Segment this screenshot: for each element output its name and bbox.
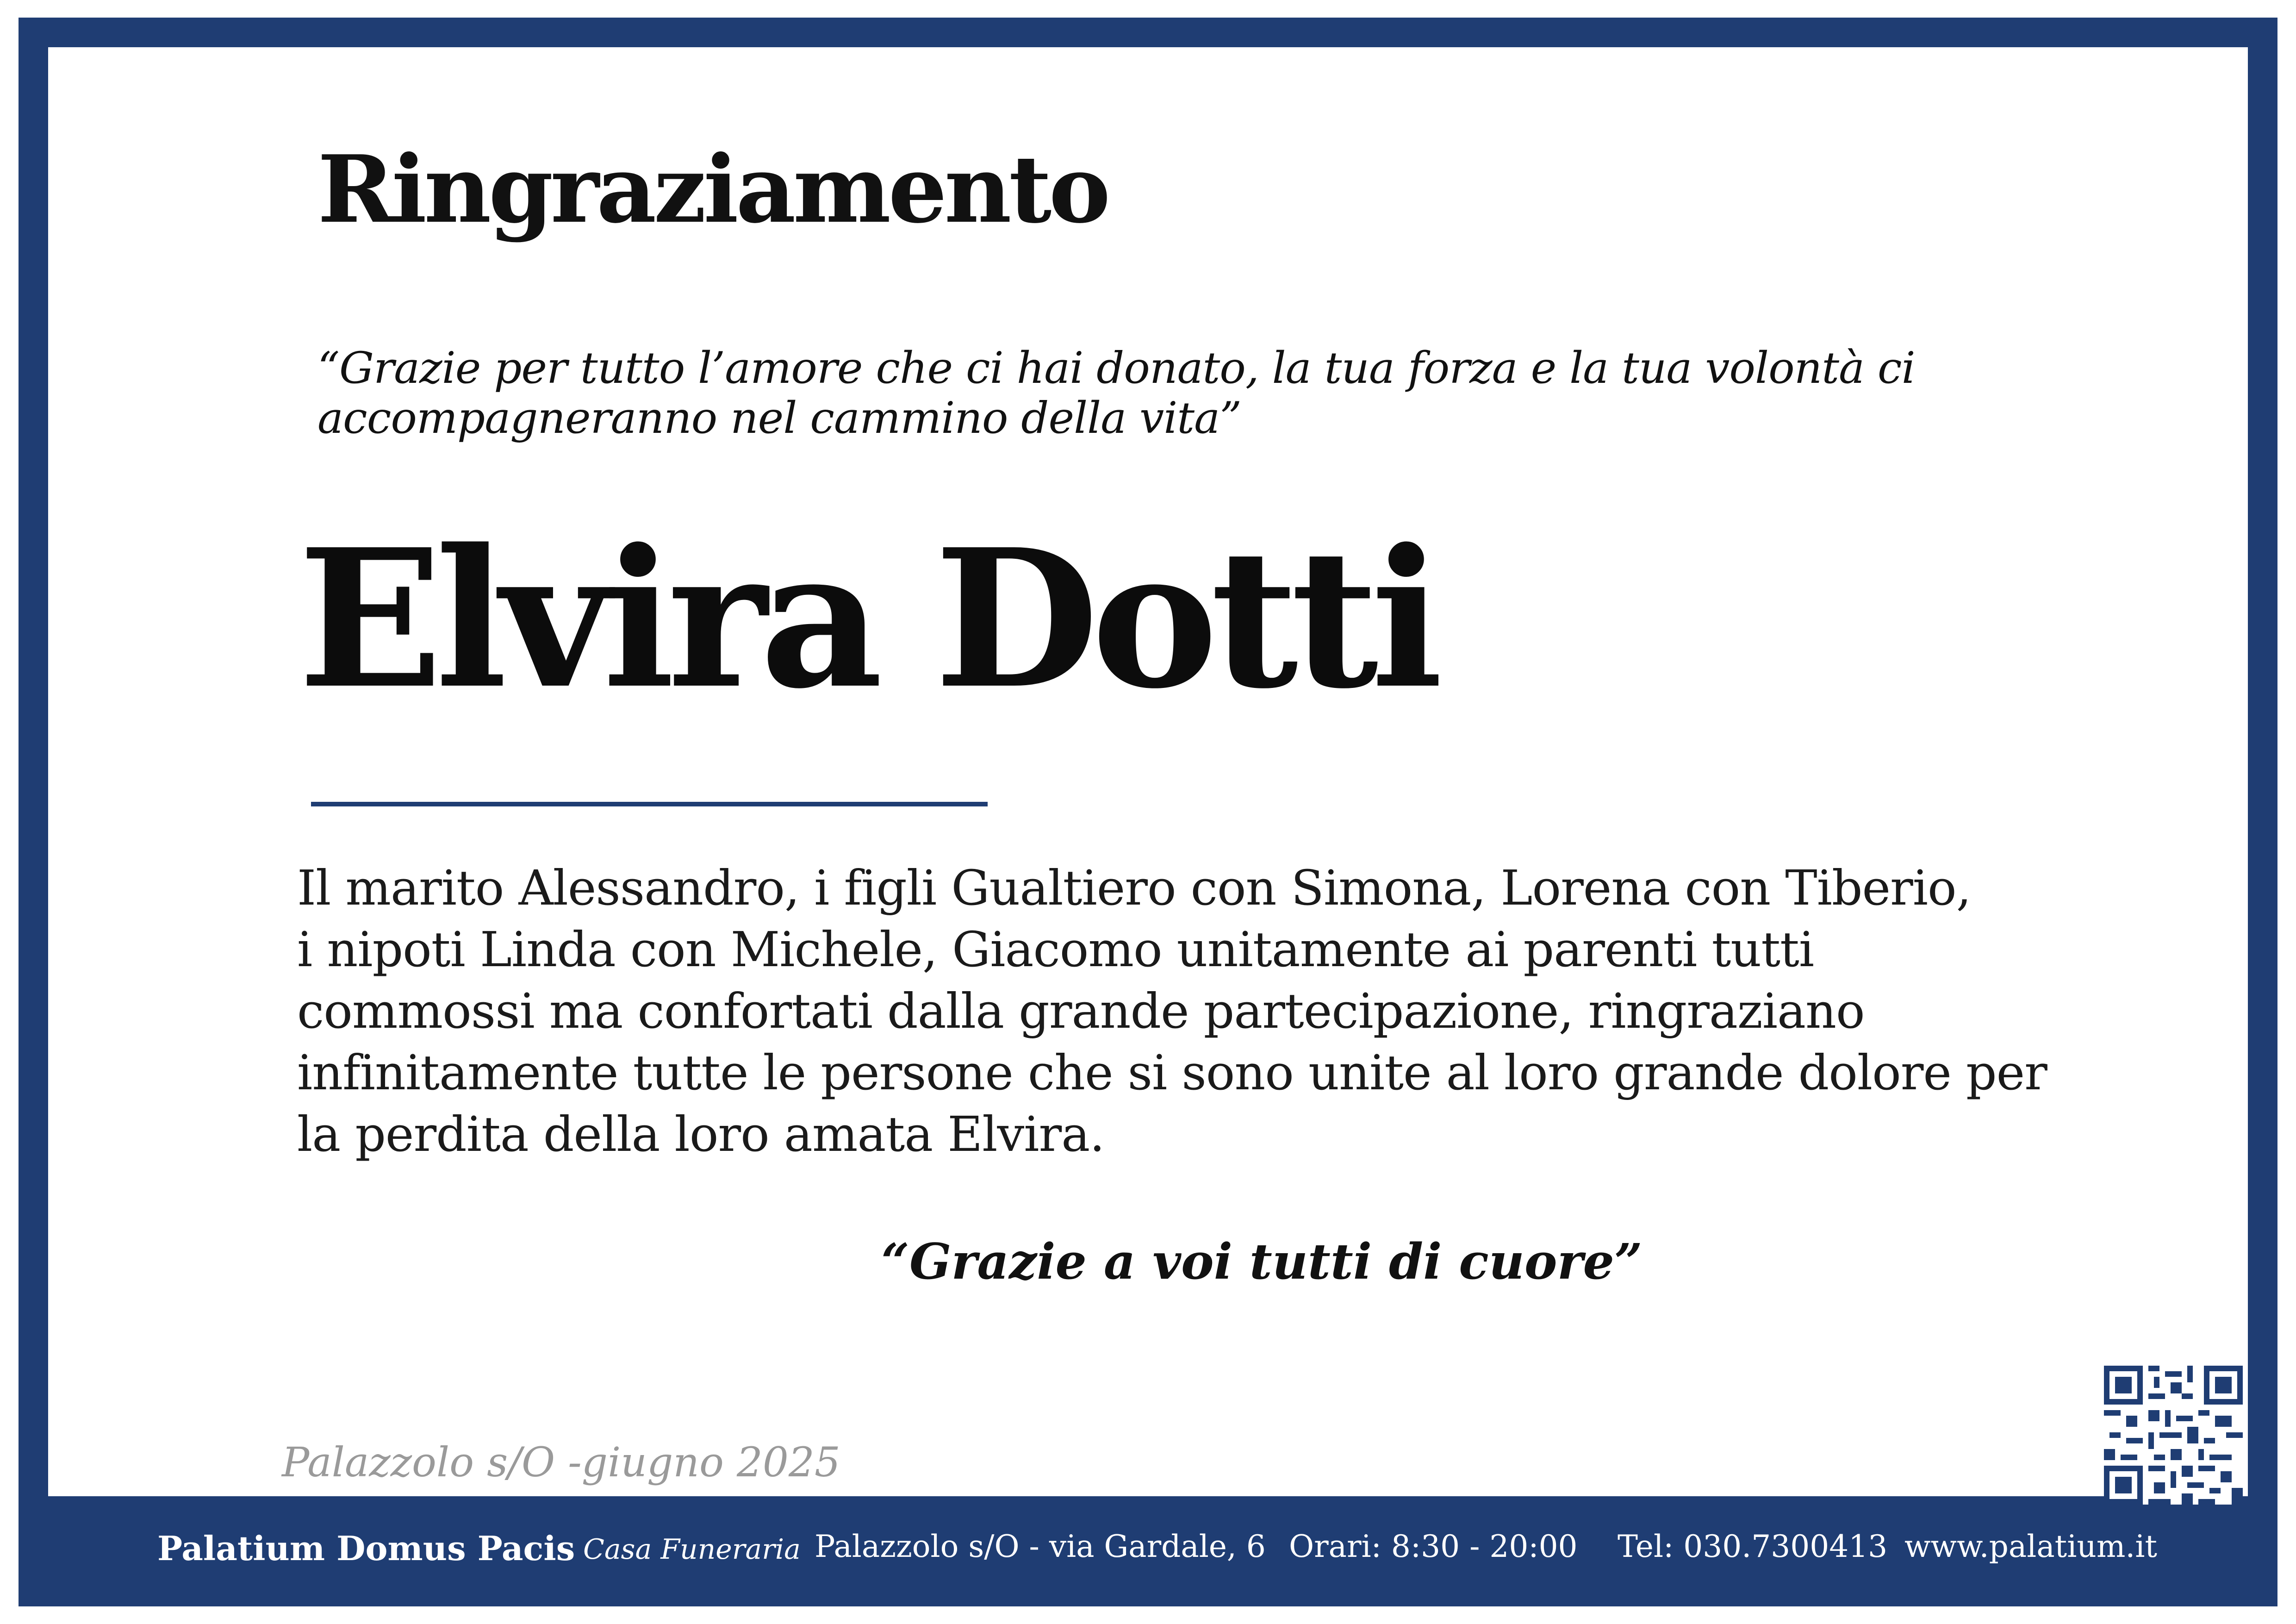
footer-bar <box>19 1496 2277 1606</box>
divider <box>311 802 988 806</box>
footer-brand: Palatium Domus Pacis <box>157 1529 575 1568</box>
quote-line: accompagneranno nel cammino della vita” <box>317 393 1242 443</box>
notice-heading: Ringraziamento <box>317 135 1108 244</box>
thanks-message <box>297 857 2218 1165</box>
message-line: infinitamente tutte le persone che si sono unite al loro grande dolore per <box>297 1044 2047 1101</box>
notice-frame <box>19 18 2277 1606</box>
footer-hours: Orari: 8:30 - 20:00 <box>1289 1529 1578 1564</box>
qr-code-icon[interactable] <box>2104 1366 2243 1505</box>
deceased-name: Elvira Dotti <box>298 507 1436 731</box>
closing-quote: “Grazie a voi tutti di cuore” <box>881 1232 1643 1290</box>
place-date: Palazzolo s/O -giugno 2025 <box>282 1438 840 1486</box>
quote-line: “Grazie per tutto l’amore che ci hai donato, la tua forza e la tua volontà ci <box>317 343 1915 394</box>
message-line: la perdita della loro amata Elvira. <box>297 1106 1105 1162</box>
footer-phone[interactable]: Tel: 030.7300413 <box>1618 1529 1888 1564</box>
footer-subtitle: Casa Funeraria <box>583 1533 801 1566</box>
message-line: i nipoti Linda con Michele, Giacomo unitamente ai parenti tutti <box>297 921 1814 978</box>
footer-website-link[interactable]: www.palatium.it <box>1904 1529 2158 1564</box>
notice-panel <box>48 47 2248 1496</box>
footer-address: Palazzolo s/O - via Gardale, 6 <box>815 1529 1266 1564</box>
opening-quote <box>317 344 1937 443</box>
message-line: Il marito Alessandro, i figli Gualtiero con Simona, Lorena con Tiberio, <box>297 860 1971 916</box>
message-line: commossi ma confortati dalla grande partecipazione, ringraziano <box>297 983 1865 1039</box>
